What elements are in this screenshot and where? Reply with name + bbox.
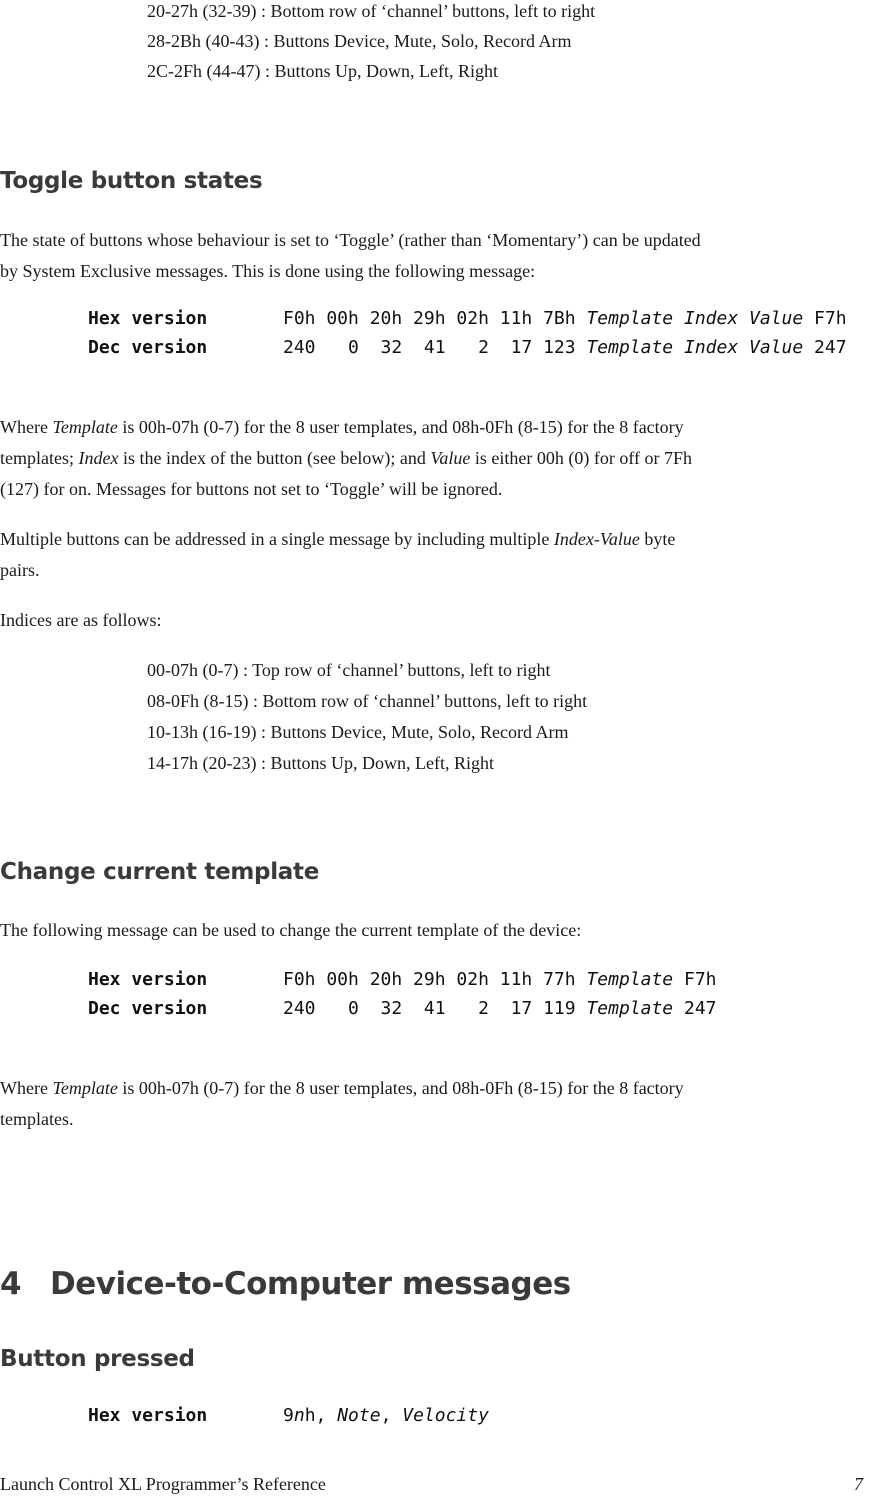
toggle-hex-message: Hex version F0h 00h 20h 29h 02h 11h 7Bh Template Index Value F7h: [88, 308, 847, 329]
list-item: 2C-2Fh (44-47) : Buttons Up, Down, Left, Right: [147, 61, 498, 81]
list-item: 00-07h (0-7) : Top row of ‘channel’ buttons, left to right: [147, 660, 551, 680]
toggle-intro: The state of buttons whose behaviour is set to ‘Toggle’ (rather than ‘Momentary’) can be updated by System Exclusive messages. This is done using the following message:: [0, 230, 701, 281]
footer-title: Launch Control XL Programmer’s Reference: [0, 1474, 326, 1494]
chapter-number: 4: [0, 1266, 22, 1302]
section-heading-toggle: Toggle button states: [0, 168, 263, 194]
change-dec-message: Dec version 240 0 32 41 2 17 119 Template 247: [88, 998, 717, 1019]
section-heading-button-pressed: Button pressed: [0, 1346, 195, 1372]
toggle-multi-paragraph: Multiple buttons can be addressed in a single message by including multiple Index-Value byte pairs.: [0, 529, 676, 580]
chapter-heading: [0, 1266, 571, 1302]
change-intro: The following message can be used to change the current template of the device:: [0, 920, 582, 940]
change-where-paragraph: Where Template is 00h-07h (0-7) for the 8 user templates, and 08h-0Fh (8-15) for the 8 factory templates.: [0, 1078, 684, 1129]
toggle-where-paragraph: Where Template is 00h-07h (0-7) for the 8 user templates, and 08h-0Fh (8-15) for the 8 factory templates; Index is the index of the button (see below); and Value is either 00h (0) for off or 7Fh (127) for on. Messages for buttons not set to ‘Toggle’ will be ignored.: [0, 417, 693, 499]
list-item: 10-13h (16-19) : Buttons Device, Mute, Solo, Record Arm: [147, 722, 569, 742]
indices-intro: Indices are as follows:: [0, 610, 162, 630]
list-item: 14-17h (20-23) : Buttons Up, Down, Left, Right: [147, 753, 494, 773]
button-pressed-hex-message: Hex version 9nh, Note, Velocity: [88, 1405, 489, 1426]
section-heading-change-template: Change current template: [0, 859, 320, 885]
chapter-title: Device-to-Computer messages: [50, 1266, 571, 1302]
toggle-dec-message: Dec version 240 0 32 41 2 17 123 Template Index Value 247: [88, 337, 847, 358]
list-item: 28-2Bh (40-43) : Buttons Device, Mute, Solo, Record Arm: [147, 31, 572, 51]
list-item: 20-27h (32-39) : Bottom row of ‘channel’ buttons, left to right: [147, 1, 596, 21]
change-hex-message: Hex version F0h 00h 20h 29h 02h 11h 77h Template F7h: [88, 969, 717, 990]
page-number: 7: [854, 1474, 863, 1494]
list-item: 08-0Fh (8-15) : Bottom row of ‘channel’ buttons, left to right: [147, 691, 588, 711]
